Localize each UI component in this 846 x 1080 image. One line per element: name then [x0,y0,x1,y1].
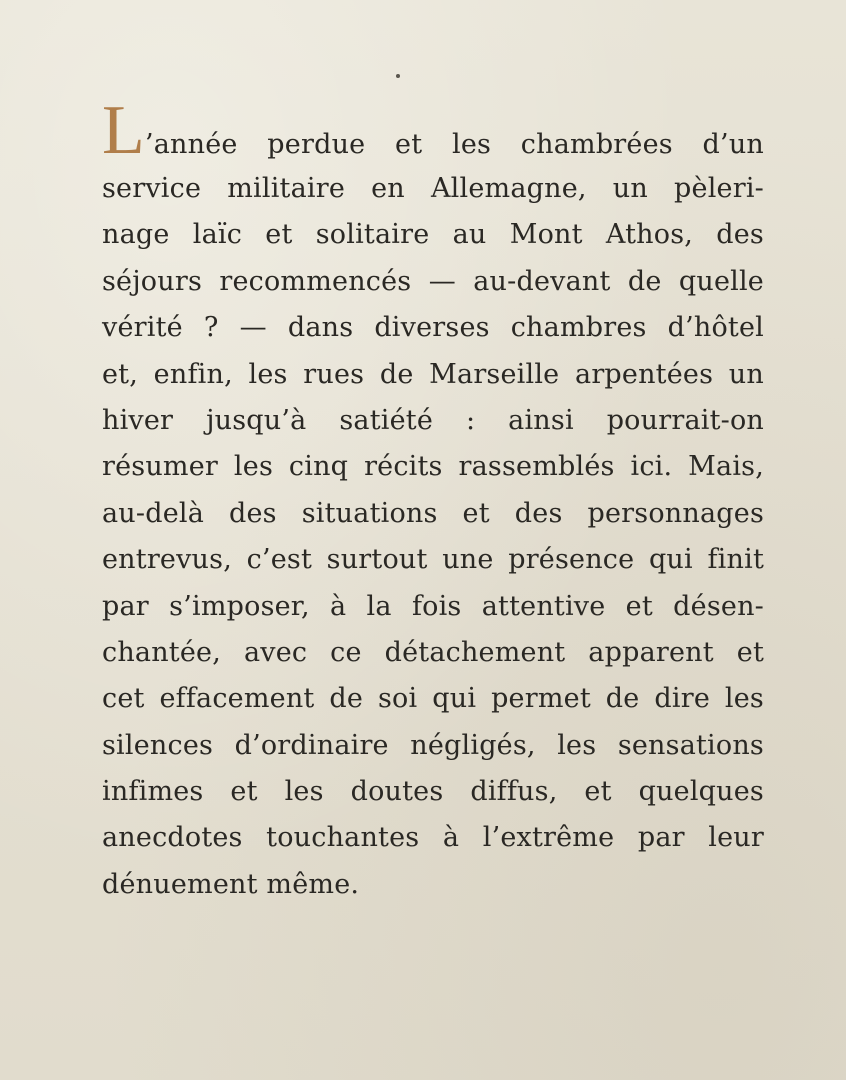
text-line-17: dénuement même. [102,868,360,900]
drop-cap: L [102,92,145,169]
paper-speck [396,74,400,78]
text-line-8: résumer les cinq récits rassemblés ici. Mais, [102,451,764,483]
text-line-10: entrevus, c’est surtout une présence qui finit [102,544,764,576]
text-line-11: par s’imposer, à la fois attentive et désen- [102,590,764,622]
text-line-1-rest: ’année perdue et les chambrées d’un [144,129,764,160]
paragraph [102,92,764,908]
text-line-9: au-delà des situations et des personnages [102,497,764,529]
text-line-2: service militaire en Allemagne, un pèleri- [102,173,764,204]
text-line-14: silences d’ordinaire négligés, les sensations [102,729,764,761]
text-line-1 [102,92,764,169]
text-line-16: anecdotes touchantes à l’extrême par leur [102,822,764,854]
text-line-12: chantée, avec ce détachement apparent et [102,636,764,668]
text-line-3: nage laïc et solitaire au Mont Athos, des [102,219,764,251]
text-line-6: et, enfin, les rues de Marseille arpentées un [102,358,764,390]
text-line-15: infimes et les doutes diffus, et quelques [102,776,764,808]
text-line-5: vérité ? — dans diverses chambres d’hôtel [102,312,764,344]
text-line-13: cet effacement de soi qui permet de dire les [102,683,764,715]
text-line-7: hiver jusqu’à satiété : ainsi pourrait-on [102,404,764,436]
text-line-4: séjours recommencés — au-devant de quelle [102,265,764,297]
